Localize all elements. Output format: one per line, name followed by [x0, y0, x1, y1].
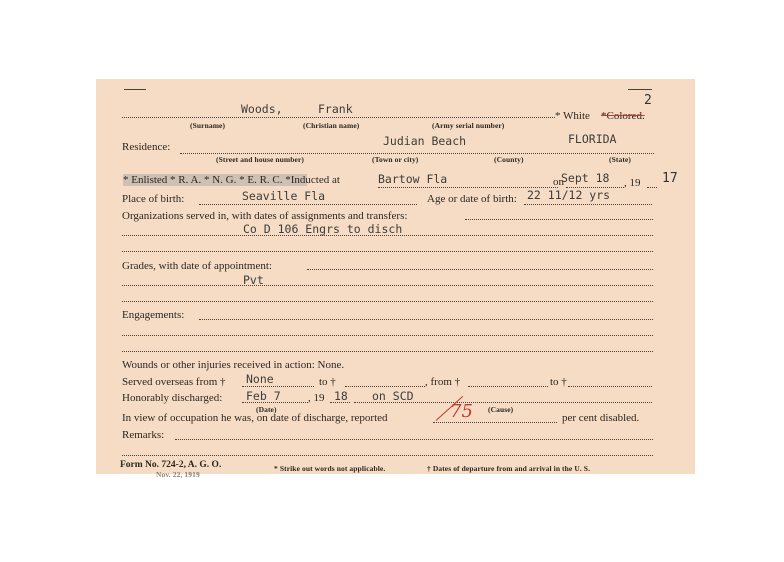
disability-suffix: per cent disabled.: [562, 412, 640, 424]
organizations-line-1: [465, 219, 653, 220]
age-value: 22 11/12 yrs: [527, 188, 611, 202]
organizations-value: Co D 106 Engrs to disch: [243, 222, 403, 236]
engagements-line-2: [122, 335, 653, 336]
place-of-birth-line: [199, 204, 417, 205]
surname-caption: (Surname): [190, 121, 226, 130]
induction-year-line: [647, 187, 657, 188]
induction-date-value: Sept 18: [561, 171, 610, 185]
christian-name-value: Frank: [318, 102, 353, 116]
remarks-label: Remarks:: [122, 429, 165, 441]
residence-state-value: FLORIDA: [568, 132, 617, 146]
overseas-label: Served overseas from †: [122, 376, 226, 388]
county-caption: (County): [494, 155, 524, 164]
top-left-rule: [124, 89, 146, 90]
residence-line: [180, 153, 654, 154]
form-date: Nov. 22, 1919: [156, 470, 200, 479]
organizations-label: Organizations served in, with dates of assignments and transfers:: [122, 210, 408, 222]
wounds-label: Wounds or other injuries received in action: None.: [122, 359, 345, 371]
induction-date-on: on: [553, 176, 564, 188]
overseas-from2-line: [468, 386, 548, 387]
page-number: 2: [644, 93, 652, 108]
grades-label: Grades, with date of appointment:: [122, 260, 272, 272]
disability-line: [433, 422, 557, 423]
place-of-birth-value: Seaville Fla: [242, 189, 326, 203]
surname-value: Woods,: [241, 102, 283, 116]
overseas-from2-label: , from †: [425, 376, 461, 388]
grades-line-3: [122, 301, 653, 302]
race-colored: *Colored.: [601, 110, 645, 122]
induction-year-value: 17: [662, 171, 678, 186]
strike-out-note: * Strike out words not applicable.: [274, 464, 386, 473]
grades-line-2: [122, 285, 653, 286]
overseas-to-line: [345, 386, 425, 387]
discharge-date-value: Feb 7: [246, 389, 281, 403]
overseas-to-label: to †: [319, 376, 336, 388]
name-line: [122, 117, 555, 118]
top-right-rule: [628, 89, 652, 90]
race-white: * White: [555, 110, 590, 122]
service-record-card: [96, 79, 695, 479]
discharge-date-line: [242, 402, 308, 403]
discharge-year-value: 18: [334, 389, 348, 403]
remarks-line-1: [175, 439, 653, 440]
inducted-place-value: Bartow Fla: [378, 172, 448, 186]
organizations-line-3: [122, 251, 653, 252]
overseas-from-line: [242, 386, 314, 387]
discharge-year-prefix: , 19: [308, 392, 325, 404]
christian-name-caption: (Christian name): [303, 121, 360, 130]
state-caption: (State): [609, 155, 631, 164]
residence-town-value: Judian Beach: [383, 134, 467, 148]
induction-year-prefix: , 19: [624, 177, 641, 189]
disability-label: In view of occupation he was, on date of discharge, reported: [122, 412, 388, 424]
discharge-cause-value: on SCD: [372, 389, 414, 403]
discharge-label: Honorably discharged:: [122, 392, 223, 404]
organizations-line-2: [122, 235, 653, 236]
enlisted-label: * Enlisted * R. A. * N. G. * E. R. C. *Inducted at: [123, 174, 340, 186]
grades-line-1: [307, 269, 653, 270]
age-label: Age or date of birth:: [427, 193, 517, 205]
disability-value: 75: [450, 401, 473, 422]
engagements-label: Engagements:: [122, 309, 185, 321]
street-caption: (Street and house number): [216, 155, 304, 164]
grades-value: Pvt: [243, 273, 264, 287]
overseas-from-value: None: [246, 372, 274, 386]
age-line: [524, 204, 652, 205]
remarks-line-2: [122, 455, 653, 456]
town-caption: (Town or city): [372, 155, 419, 164]
discharge-cause-line: [354, 402, 652, 403]
serial-number-caption: (Army serial number): [432, 121, 505, 130]
engagements-line-3: [122, 351, 653, 352]
discharge-date-caption: (Date): [256, 405, 277, 414]
discharge-year-line: [330, 402, 350, 403]
engagements-line-1: [199, 319, 653, 320]
dates-note: † Dates of departure from and arrival in the U. S.: [427, 464, 591, 473]
overseas-to2-line: [568, 386, 652, 387]
discharge-cause-caption: (Cause): [488, 405, 514, 414]
form-number: Form No. 724-2, A. G. O.: [120, 460, 222, 470]
residence-label: Residence:: [122, 141, 171, 153]
place-of-birth-label: Place of birth:: [122, 193, 185, 205]
overseas-to2-label: to †: [550, 376, 567, 388]
